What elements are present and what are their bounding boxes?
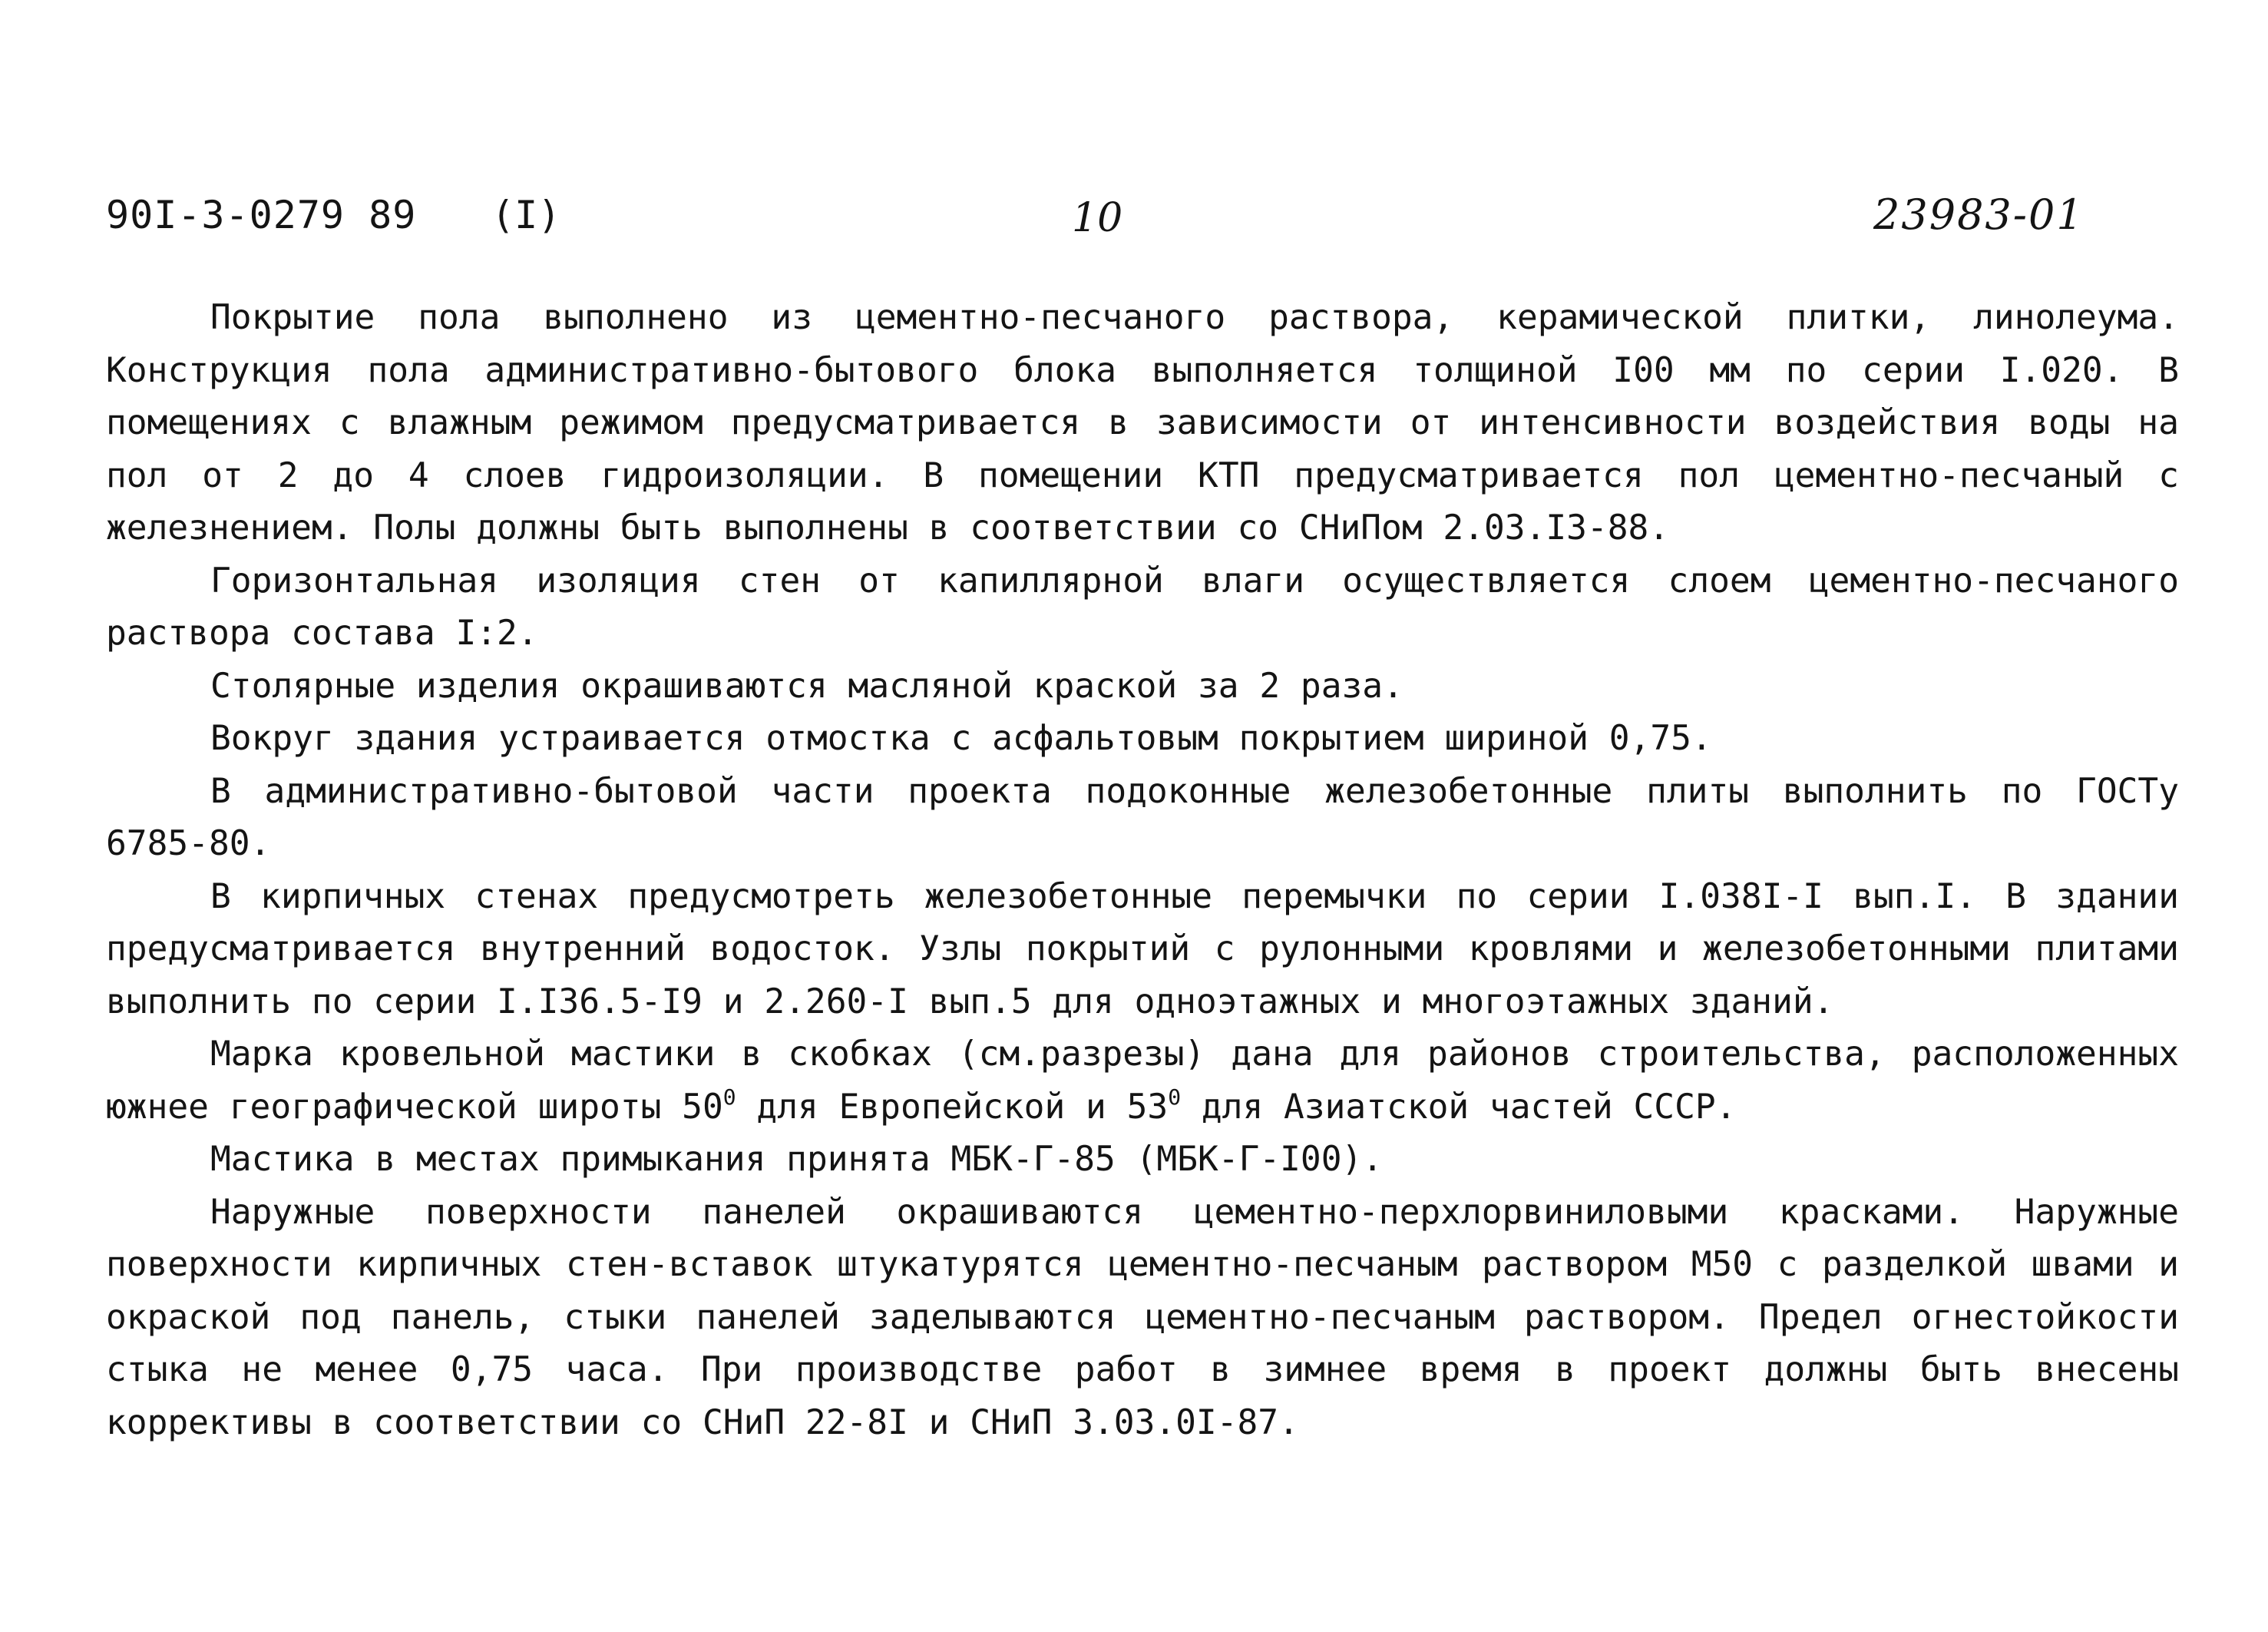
part-number: (I) [491, 193, 561, 237]
paragraph-abutment-mastic: Мастика в местах примыкания принята МБК-Г-85 (МБК-Г-I00). [210, 1140, 1384, 1179]
inventory-number: 23983-01 [1873, 190, 2085, 239]
paragraph-panel-surfaces: Наружные поверхности панелей окрашиваются цементно-перхлорвиниловыми красками. Наружные поверхности кирпичных стен-вставок штукатурятся цементно-песчаным раствором М50 с разделкой швами и окраской под панель, стыки панелей заделываются цементно-песчаным раствором. Предел огнестойкости стыка не менее 0,75 часа. При производстве работ в зимнее время в проект должны быть внесены коррективы в соответствии со СНиП 22-8I и СНиП 3.03.0I-87. [106, 1192, 2179, 1442]
paragraph-window-sills: В административно-бытовой части проекта подоконные железобетонные плиты выполнить по ГОСТу 6785-80. [106, 771, 2179, 863]
degree-sup-2: 0 [1168, 1084, 1182, 1110]
degree-sup-1: 0 [722, 1084, 736, 1110]
paragraph-lintels: В кирпичных стенах предусмотреть железобетонные перемычки по серии I.038I-I вып.I. В здании предусматривается внутренний водосток. Узлы покрытий с рулонными кровлями и железобетонными плитами выполнить по серии I.I36.5-I9 и 2.260-I вып.5 для одноэтажных и многоэтажных зданий. [106, 876, 2179, 1021]
page-header [0, 184, 2268, 246]
paragraph-horizontal-insulation: Горизонтальная изоляция стен от капиллярной влаги осуществляется слоем цементно-песчаного раствора состава I:2. [106, 561, 2179, 653]
paragraph-floor: Покрытие пола выполнено из цементно-песчаного раствора, керамической плитки, линолеума. Конструкция пола административно-бытового блока выполняется толщиной I00 мм по серии I.020. В помещениях с влажным режимом предусматривается в зависимости от интенсивности воздействия воды на пол от 2 до 4 слоев гидроизоляции. В помещении КТП предусматривается пол цементно-песчаный с железнением. Полы должны быть выполнены в соответствии со СНиПом 2.03.I3-88. [106, 298, 2179, 548]
paragraph-roof-mastic [106, 1028, 2179, 1134]
mastic-text-3: для Азиатской частей СССР. [1181, 1087, 1737, 1127]
paragraph-blind-area: Вокруг здания устраивается отмостка с асфальтовым покрытием шириной 0,75. [210, 719, 1712, 758]
document-body [106, 292, 2179, 1449]
document-code: 90I-3-0279 89 [106, 193, 417, 237]
mastic-text-2: для Европейской и 53 [736, 1087, 1169, 1127]
paragraph-joinery: Столярные изделия окрашиваются масляной краской за 2 раза. [210, 666, 1403, 706]
mastic-text-1: Марка кровельной мастики в скобках (см.разрезы) дана для районов строительства, расположенных южнее географической широты 50 [106, 1034, 2179, 1127]
page-number: 10 [1072, 195, 1123, 241]
